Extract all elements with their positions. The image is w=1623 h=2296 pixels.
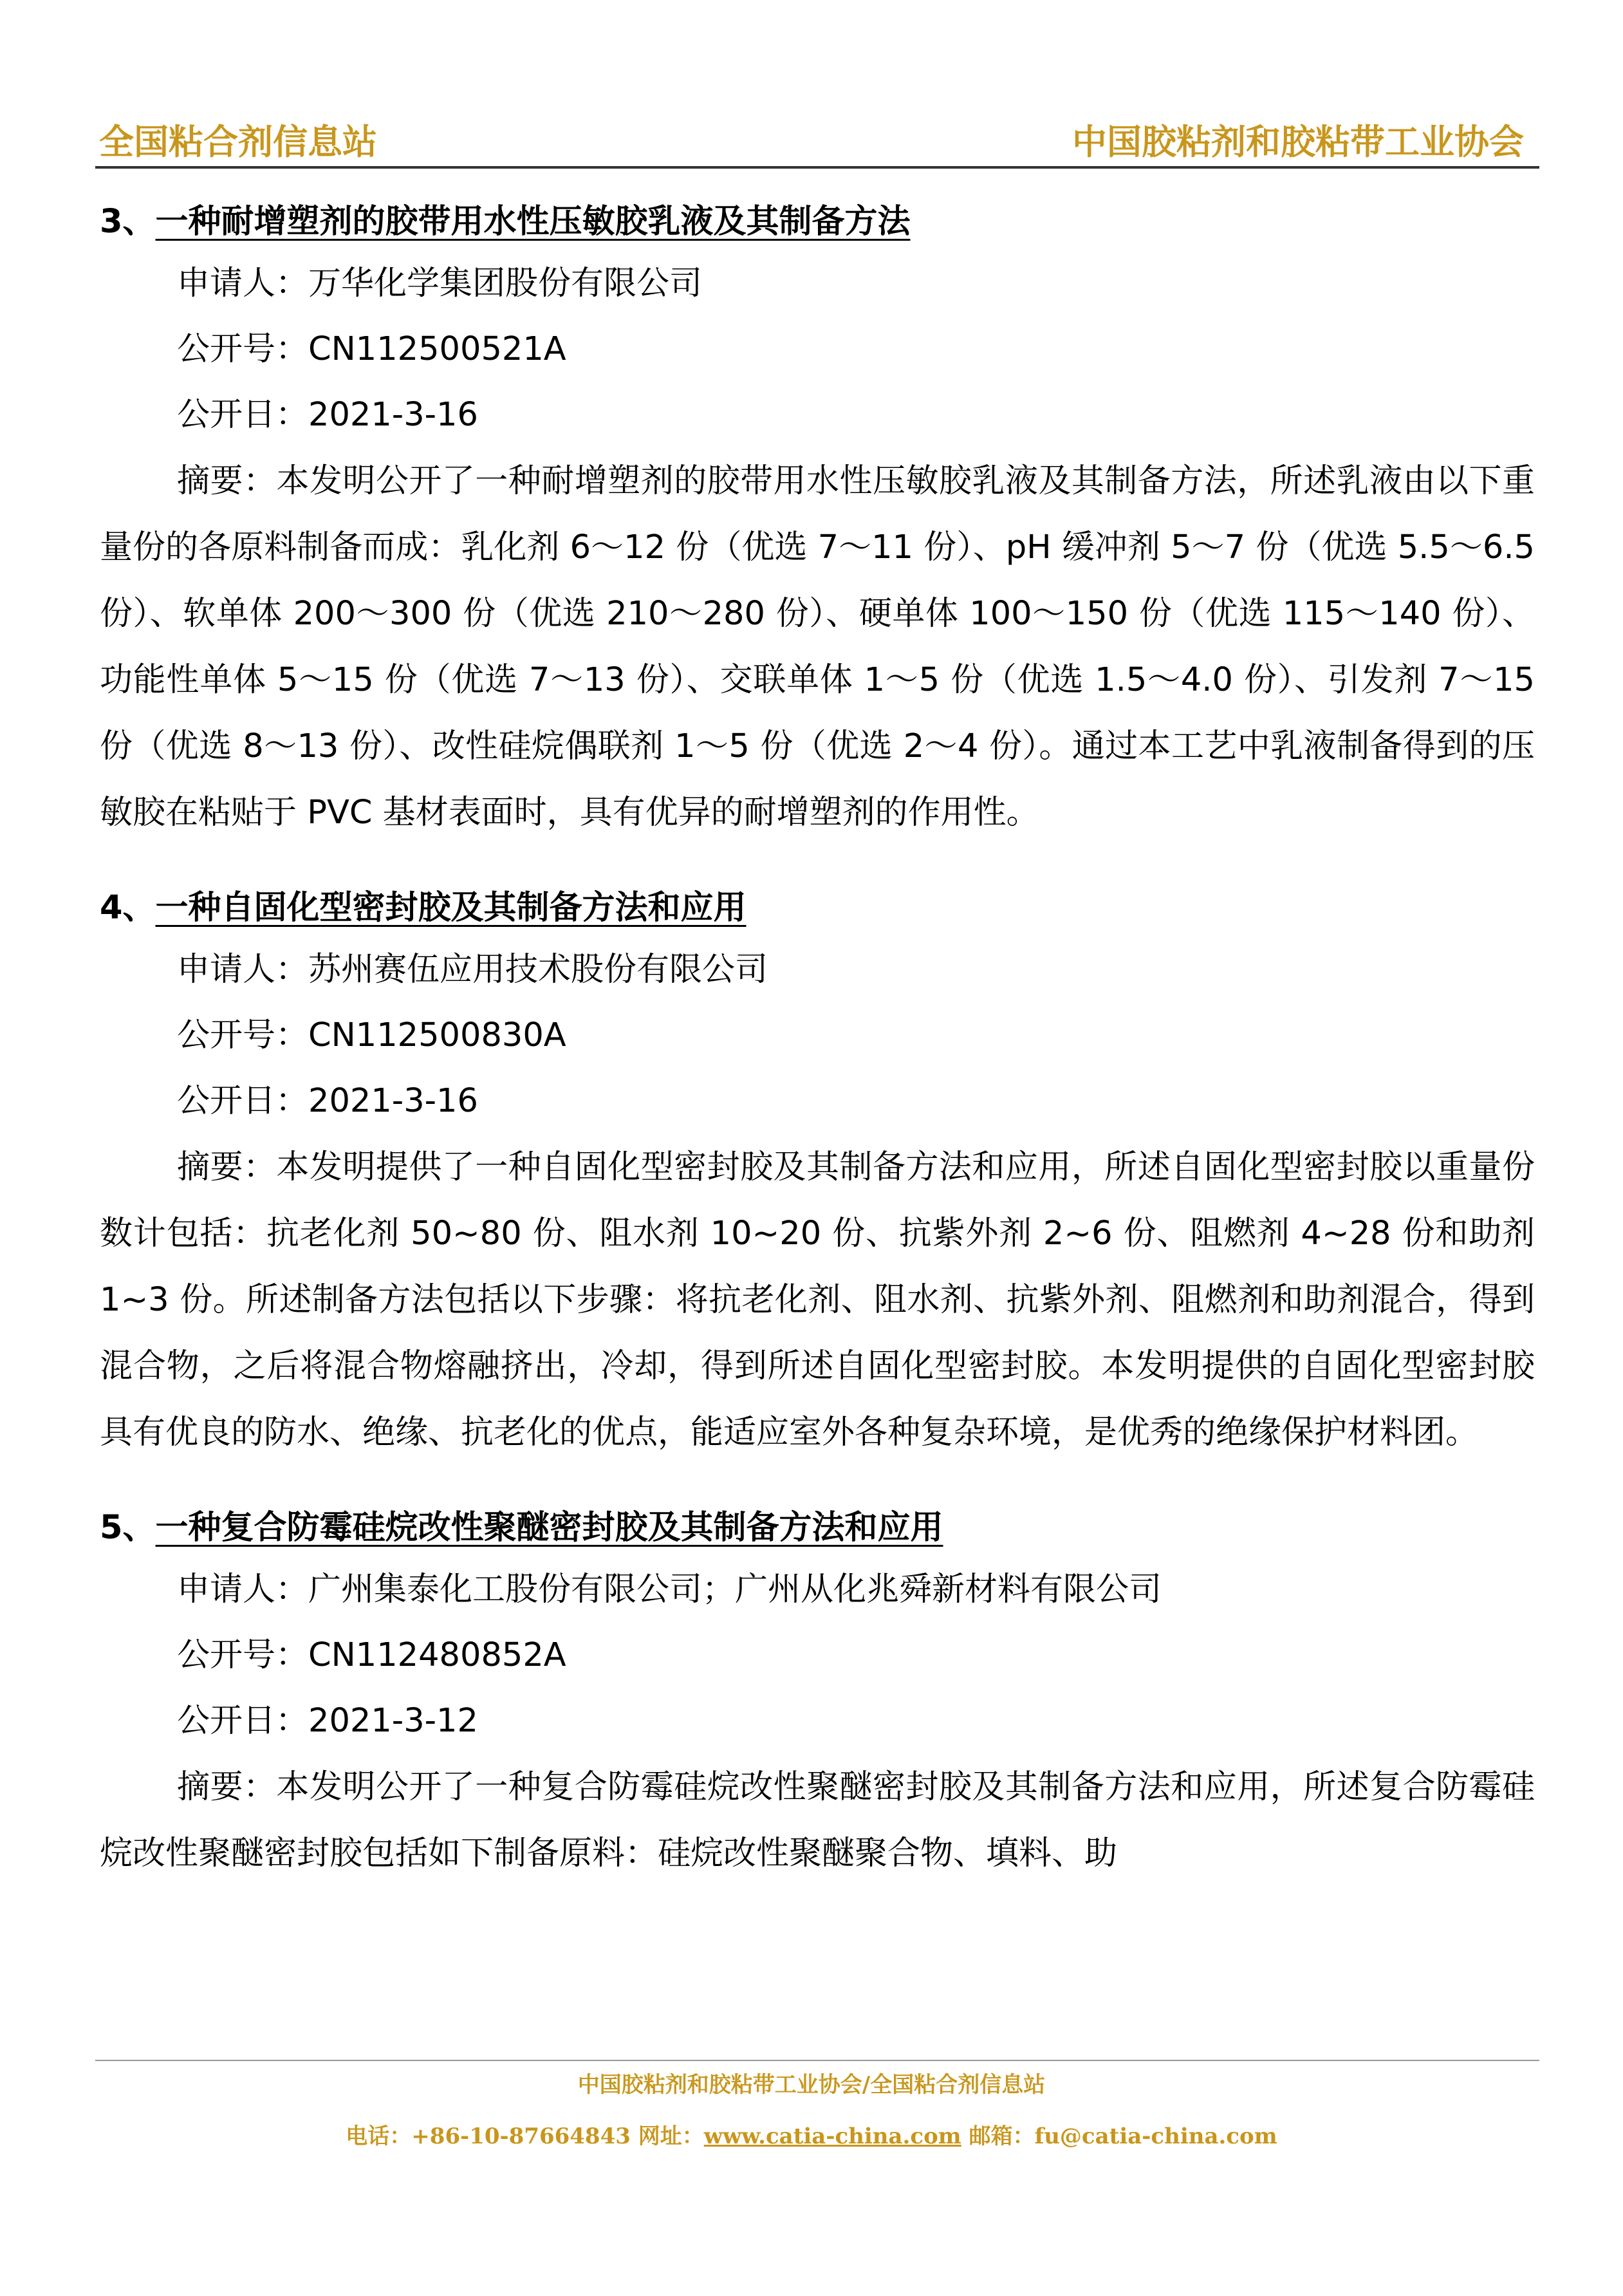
patent-entry [100, 1499, 1535, 1887]
entry-abstract: 摘要：本发明提供了一种自固化型密封胶及其制备方法和应用，所述自固化型密封胶以重量份数计包括：抗老化剂 50~80 份、阻水剂 10~20 份、抗紫外剂 2~6 份、阻燃剂 4~28 份和助剂 1~3 份。所述制备方法包括以下步骤：将抗老化剂、阻水剂、抗紫外剂、阻燃剂和助剂混合，得到混合物，之后将混合物熔融挤出，冷却，得到所述自固化型密封胶。本发明提供的自固化型密封胶具有优良的防水、绝缘、抗老化的优点，能适应室外各种复杂环境，是优秀的绝缘保护材料团。 [100, 1148, 1535, 1451]
entry-title: 一种复合防霉硅烷改性聚醚密封胶及其制备方法和应用 [155, 1509, 943, 1547]
entry-publication-number: 公开号：CN112500521A [177, 330, 566, 368]
entry-publication-date: 公开日：2021-3-16 [177, 396, 478, 434]
entry-number: 5、 [100, 1509, 156, 1547]
entry-abstract: 摘要：本发明公开了一种耐增塑剂的胶带用水性压敏胶乳液及其制备方法，所述乳液由以下重量份的各原料制备而成：乳化剂 6～12 份（优选 7～11 份）、pH 缓冲剂 5～7 份（优选 5.5～6.5 份）、软单体 200～300 份（优选 210～280 份）、硬单体 100～150 份（优选 115～140 份）、功能性单体 5～15 份（优选 7～13 份）、交联单体 1～5 份（优选 1.5～4.0 份）、引发剂 7～15 份（优选 8～13 份）、改性硅烷偶联剂 1～5 份（优选 2～4 份）。通过本工艺中乳液制备得到的压敏胶在粘贴于 PVC 基材表面时，具有优异的耐增塑剂的作用性。 [100, 462, 1535, 832]
document-body [100, 193, 1535, 1887]
entry-applicant: 申请人：广州集泰化工股份有限公司；广州从化兆舜新材料有限公司 [177, 1571, 1162, 1609]
footer-phone: 电话：+86-10-87664843 网址： [346, 2123, 704, 2149]
footer-email: 邮箱：fu@catia-china.com [961, 2123, 1277, 2149]
entry-heading [100, 193, 1535, 251]
header-right-title: 中国胶粘剂和胶粘带工业协会 [1072, 121, 1524, 162]
entry-applicant: 申请人：万华化学集团股份有限公司 [177, 265, 703, 303]
header-left-title: 全国粘合剂信息站 [99, 121, 377, 162]
entry-title: 一种耐增塑剂的胶带用水性压敏胶乳液及其制备方法 [155, 203, 911, 241]
entry-number: 3、 [100, 203, 156, 241]
entry-applicant: 申请人：苏州赛伍应用技术股份有限公司 [177, 951, 768, 989]
patent-entry [100, 193, 1535, 846]
entry-publication-number: 公开号：CN112500830A [177, 1016, 566, 1054]
entry-heading [100, 879, 1535, 937]
page-header [95, 115, 1539, 169]
patent-entry [100, 879, 1535, 1466]
footer-contact [0, 2122, 1623, 2151]
entry-publication-date: 公开日：2021-3-12 [177, 1702, 478, 1740]
entry-abstract: 摘要：本发明公开了一种复合防霉硅烷改性聚醚密封胶及其制备方法和应用，所述复合防霉硅烷改性聚醚密封胶包括如下制备原料：硅烷改性聚醚聚合物、填料、助 [100, 1768, 1535, 1872]
entry-publication-date: 公开日：2021-3-16 [177, 1082, 478, 1120]
footer-website-link[interactable]: www.catia-china.com [703, 2123, 961, 2149]
footer-organization: 中国胶粘剂和胶粘带工业协会/全国粘合剂信息站 [577, 2072, 1046, 2098]
entry-publication-number: 公开号：CN112480852A [177, 1636, 566, 1674]
entry-abstract-container [100, 1754, 1535, 1887]
footer-divider [95, 2060, 1539, 2061]
entry-number: 4、 [100, 889, 156, 927]
entry-heading [100, 1499, 1535, 1557]
entry-title: 一种自固化型密封胶及其制备方法和应用 [155, 889, 747, 927]
